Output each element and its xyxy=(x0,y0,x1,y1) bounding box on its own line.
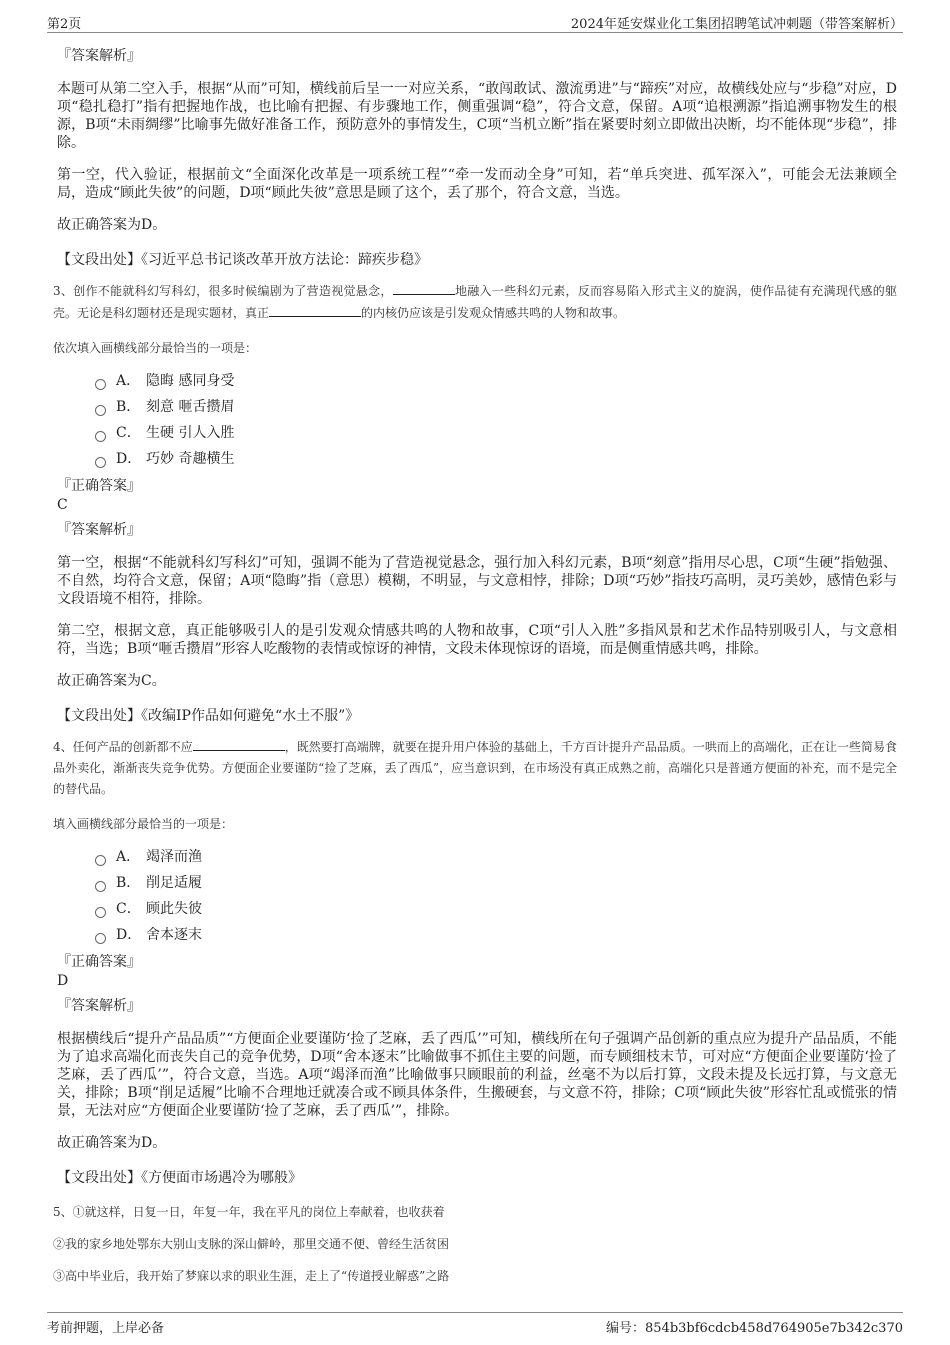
q4-option-b[interactable] xyxy=(95,870,897,896)
q4-analysis-label: 『答案解析』 xyxy=(57,998,141,1014)
q5-item-1: 5、①就这样，日复一日，年复一年，我在平凡的岗位上奉献着，也收获着 xyxy=(53,1205,445,1219)
q3-correct-answer: C xyxy=(57,497,68,513)
radio-icon[interactable] xyxy=(95,405,106,416)
q3-option-d[interactable] xyxy=(95,446,897,472)
page-footer xyxy=(47,1312,903,1339)
q4-stem-part-1: 4、任何产品的创新都不应 xyxy=(53,740,193,754)
q3-stem-part-1: 3、创作不能就科幻写科幻，很多时候编剧为了营造视觉悬念， xyxy=(53,284,393,298)
q2-conclusion: 故正确答案为D。 xyxy=(57,217,167,233)
q3-analysis-label: 『答案解析』 xyxy=(57,522,141,538)
q4-option-a[interactable] xyxy=(95,844,897,870)
q3-prompt: 依次填入画横线部分最恰当的一项是： xyxy=(53,341,258,355)
q4-stem xyxy=(53,736,897,800)
option-text: 顾此失彼 xyxy=(146,901,202,917)
q3-options xyxy=(95,368,897,472)
q3-stem xyxy=(53,280,897,324)
option-text: 刻意 咂舌攒眉 xyxy=(146,399,235,415)
option-text: 隐晦 感同身受 xyxy=(146,373,235,389)
q5-item-2: ②我的家乡地处鄂东大别山支脉的深山僻岭，那里交通不便、曾经生活贫困 xyxy=(53,1237,450,1251)
q4-stem-part-2: ，既然要打高端牌，就要在提升用户体验的基础上，千方百计提升产品品质。一哄而上的高端化，正在让一些简易食品外卖化，渐渐丧失竞争优势。方便面企业要谨防“捡了芝麻，丢了西瓜”，应当意识到，在市场没有真正成熟之前，高端化只是普通方便面的补充，而不是完全的替代品。 xyxy=(53,740,897,796)
q3-correct-label: 『正确答案』 xyxy=(57,478,141,494)
option-letter: B． xyxy=(116,875,141,891)
radio-icon[interactable] xyxy=(95,379,106,390)
q3-blank-1 xyxy=(393,280,455,295)
q4-option-c[interactable] xyxy=(95,896,897,922)
q2-source: 【文段出处】《习近平总书记谈改革开放方法论：蹄疾步稳》 xyxy=(57,252,428,268)
document-code: 编号：854b3bf6cdcb458d764905e7b342c370 xyxy=(606,1321,903,1336)
footer-note: 考前押题，上岸必备 xyxy=(47,1321,165,1336)
option-letter: D． xyxy=(116,451,142,467)
radio-icon[interactable] xyxy=(95,855,106,866)
q2-analysis-para-2: 第一空，代入验证，根据前文“全面深化改革是一项系统工程”“牵一发而动全身”可知，若“单兵突进、孤军深入”，可能会无法兼顾全局，造成“顾此失彼”的问题，D项“顾此失彼”意思是顾了这个，丢了那个，符合文意，当选。 xyxy=(57,167,897,201)
q3-option-a[interactable] xyxy=(95,368,897,394)
option-letter: D． xyxy=(116,927,142,943)
radio-icon[interactable] xyxy=(95,431,106,442)
option-text: 舍本逐末 xyxy=(146,927,202,943)
radio-icon[interactable] xyxy=(95,457,106,468)
q3-conclusion: 故正确答案为C。 xyxy=(57,673,166,689)
q3-analysis-para-2: 第二空，根据文意，真正能够吸引人的是引发观众情感共鸣的人物和故事，C项“引人入胜”多指风景和艺术作品特别吸引人，与文意相符，当选；B项“咂舌攒眉”形容人吃酸物的表情或惊讶的神情，文段未体现惊讶的语境，而是侧重情感共鸣，排除。 xyxy=(57,623,897,657)
q4-correct-label: 『正确答案』 xyxy=(57,954,141,970)
option-text: 生硬 引人入胜 xyxy=(146,425,235,441)
page-header xyxy=(47,10,903,33)
q4-analysis-para-1: 根据横线后“提升产品品质”“方便面企业要谨防‘捡了芝麻，丢了西瓜’”可知，横线所在句子强调产品创新的重点应为提升产品品质，不能为了追求高端化而丧失自己的竞争优势，D项“舍本逐末”比喻做事不抓住主要的问题，而专顾细枝末节，可对应“方便面企业要谨防‘捡了芝麻，丢了西瓜’”，符合文意，当选。A项“竭泽而渔”比喻做事只顾眼前的利益，丝毫不为以后打算，文段未提及长远打算，与文意无关，排除；B项“削足适履”比喻不合理地迁就凑合或不顾具体条件，生搬硬套，与文意不符，排除；C项“顾此失彼”形容忙乱或慌张的情景，无法对应“方便面企业要谨防‘捡了芝麻，丢了西瓜’”，排除。 xyxy=(57,1031,897,1119)
radio-icon[interactable] xyxy=(95,907,106,918)
q3-source: 【文段出处】《改编IP作品如何避免“水土不服”》 xyxy=(57,708,360,724)
page-content xyxy=(53,40,897,1286)
option-text: 巧妙 奇趣横生 xyxy=(146,451,235,467)
document-title: 2024年延安煤业化工集团招聘笔试冲刺题（带答案解析） xyxy=(570,17,903,32)
q5-item-3: ③高中毕业后，我开始了梦寐以求的职业生涯，走上了“传道授业解惑”之路 xyxy=(53,1269,450,1283)
q4-conclusion: 故正确答案为D。 xyxy=(57,1135,167,1151)
q2-analysis-label: 『答案解析』 xyxy=(57,48,141,64)
option-letter: A． xyxy=(116,373,141,389)
radio-icon[interactable] xyxy=(95,881,106,892)
q3-analysis-para-1: 第一空，根据“不能就科幻写科幻”可知，强调不能为了营造视觉悬念，强行加入科幻元素，B项“刻意”指用尽心思，C项“生硬”指勉强、不自然，均符合文意，保留；A项“隐晦”指（意思）模糊，不明显，与文意相悖，排除；D项“巧妙”指技巧高明，灵巧美妙，感情色彩与文段语境不相符，排除。 xyxy=(57,555,897,607)
q4-blank xyxy=(193,736,285,751)
q4-correct-answer: D xyxy=(57,973,69,989)
q4-option-d[interactable] xyxy=(95,922,897,948)
option-letter: C． xyxy=(116,901,141,917)
q4-prompt: 填入画横线部分最恰当的一项是： xyxy=(53,817,234,831)
q3-blank-2 xyxy=(269,302,361,317)
page-number: 第2页 xyxy=(47,17,82,32)
q3-option-c[interactable] xyxy=(95,420,897,446)
q4-options xyxy=(95,844,897,948)
option-letter: B． xyxy=(116,399,141,415)
q3-stem-part-3: 的内核仍应该是引发观众情感共鸣的人物和故事。 xyxy=(361,306,626,320)
option-letter: A． xyxy=(116,849,141,865)
q2-analysis-para-1: 本题可从第二空入手，根据“从而”可知，横线前后呈一一对应关系，“敢闯敢试、激流勇进”与“蹄疾”对应，故横线处应与“步稳”对应，D项“稳扎稳打”指有把握地作战，也比喻有把握、有步骤地工作，侧重强调“稳”，符合文意，保留。A项“追根溯源”指追溯事物发生的根源，B项“未雨绸缪”比喻事先做好准备工作，预防意外的事情发生，C项“当机立断”指在紧要时刻立即做出决断，均不能体现“步稳”，排除。 xyxy=(57,81,897,151)
q3-option-b[interactable] xyxy=(95,394,897,420)
option-text: 竭泽而渔 xyxy=(146,849,202,865)
option-text: 削足适履 xyxy=(146,875,202,891)
option-letter: C． xyxy=(116,425,141,441)
q4-source: 【文段出处】《方便面市场遇冷为哪般》 xyxy=(57,1170,302,1186)
q3-stem-part-2: 地融入一些科幻元素，反而容易陷入形式主义的旋涡，使作品徒有充满现代感的躯壳。无论是科幻题材还是现实题材，真正 xyxy=(53,284,897,320)
radio-icon[interactable] xyxy=(95,933,106,944)
